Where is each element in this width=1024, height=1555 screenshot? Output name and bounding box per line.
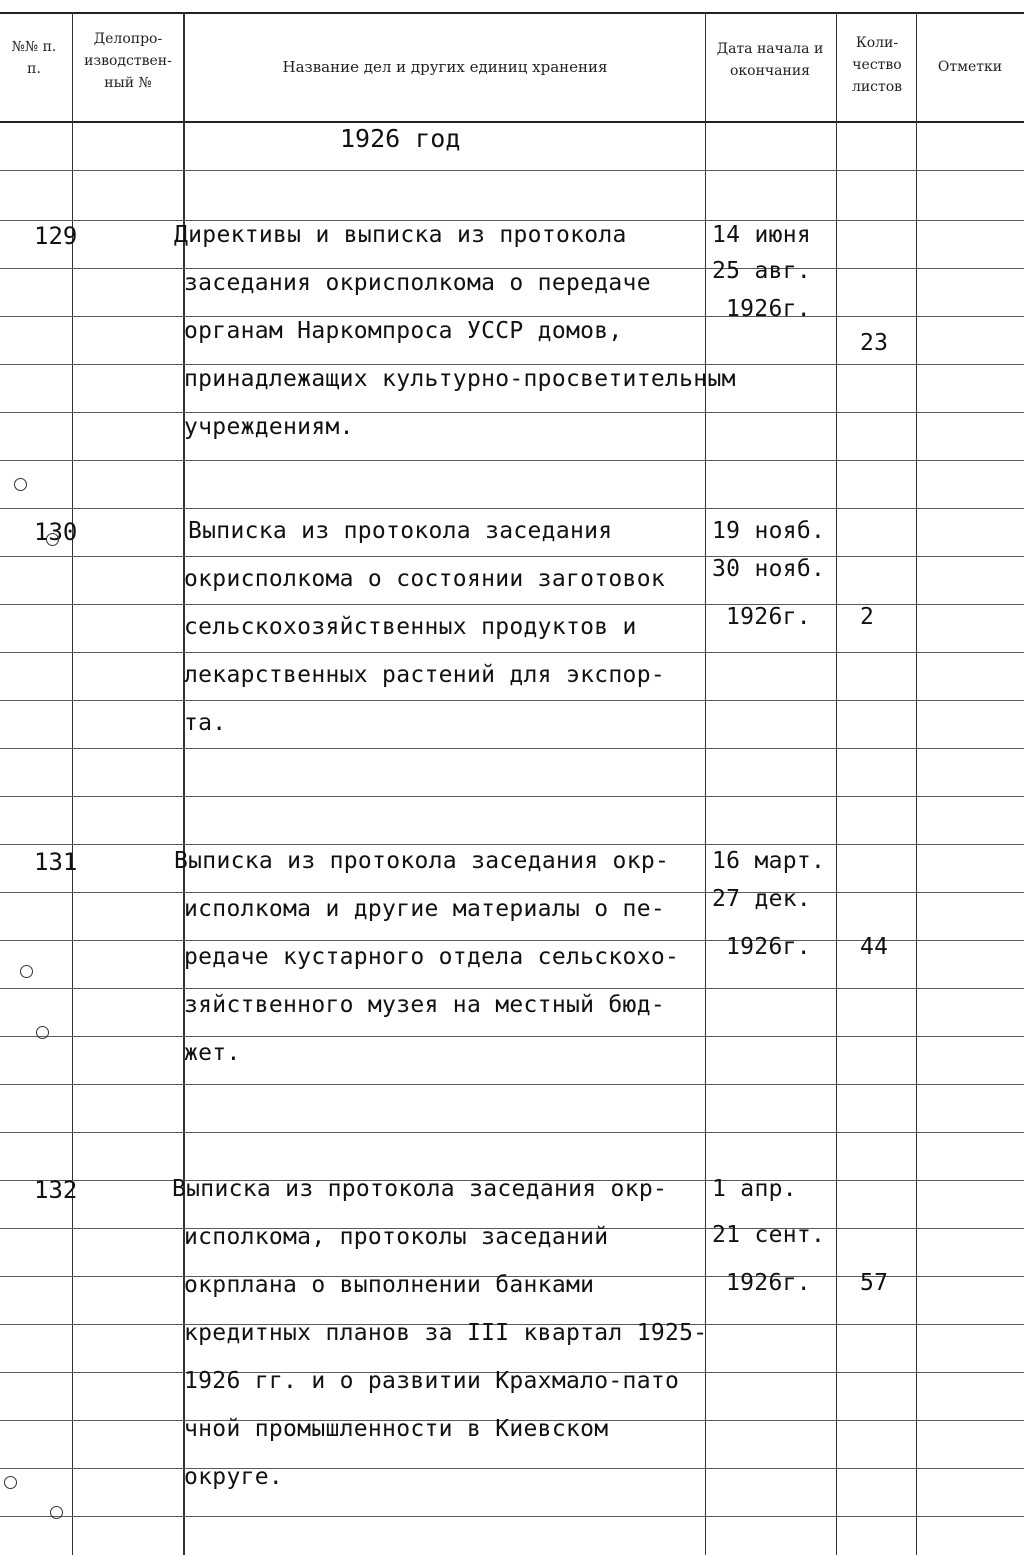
entry-date-line: 19 нояб. (712, 518, 826, 544)
ruled-line (0, 748, 1024, 749)
entry-date-line: 14 июня (712, 222, 812, 248)
header-sheets: Коли-чество листов (851, 35, 903, 95)
header-dates: Дата начала и окончания (716, 41, 824, 79)
entry-date-line: 16 март. (712, 848, 826, 874)
entry-sheet-count: 23 (860, 330, 889, 356)
entry-title-line: зяйственного музея на местный бюд- (184, 992, 666, 1018)
entry-title-line: заседания окрисполкома о передаче (184, 270, 651, 296)
entry-title-line: округе. (184, 1464, 284, 1490)
ruled-line (0, 1132, 1024, 1133)
ruled-line (0, 170, 1024, 171)
ruled-line (0, 1084, 1024, 1085)
entry-title-line: принадлежащих культурно-просветительным (184, 366, 736, 392)
header-bottom-rule (0, 121, 1024, 123)
binding-hole (46, 533, 59, 546)
entry-date-line: 1 апр. (712, 1176, 797, 1202)
ruled-line (0, 892, 1024, 893)
entry-title-line: лекарственных растений для экспор- (184, 662, 666, 688)
ruled-line (0, 508, 1024, 509)
ruled-line (0, 316, 1024, 317)
entry-title-line: окрисполкома о состоянии заготовок (184, 566, 666, 592)
ruled-line (0, 556, 1024, 557)
ruled-line (0, 652, 1024, 653)
ruled-line (0, 796, 1024, 797)
entry-title-line: редаче кустарного отдела сельскохо- (184, 944, 680, 970)
entry-date-line: 21 сент. (712, 1222, 826, 1248)
entry-number: 129 (34, 222, 78, 250)
entry-title-line: Директивы и выписка из протокола (174, 222, 627, 248)
entry-date-line: 27 дек. (712, 886, 812, 912)
binding-hole (4, 1476, 17, 1489)
entry-date-line: 30 нояб. (712, 556, 826, 582)
entry-date-line: 1926г. (726, 296, 811, 322)
ruled-line (0, 844, 1024, 845)
entry-title-line: учреждениям. (184, 414, 354, 440)
entry-sheet-count: 2 (860, 604, 875, 630)
entry-title-line: Выписка из протокола заседания окр- (174, 848, 670, 874)
entry-title-line: исполкома и другие материалы о пе- (184, 896, 666, 922)
ruled-line (0, 1516, 1024, 1517)
entry-title-line: жет. (184, 1040, 241, 1066)
entry-date-line: 1926г. (726, 604, 811, 630)
year-heading: 1926 год (340, 124, 461, 153)
entry-title-line: исполкома, протоколы заседаний (184, 1224, 609, 1250)
entry-title-line: Выписка из протокола заседания (188, 518, 613, 544)
ruled-line (0, 412, 1024, 413)
header-number: №№ п. п. (11, 39, 57, 77)
binding-hole (14, 478, 27, 491)
entry-sheet-count: 44 (860, 934, 889, 960)
ruled-line (0, 268, 1024, 269)
entry-number: 130 (34, 518, 78, 546)
entry-title-line: Выписка из протокола заседания окр- (172, 1176, 668, 1202)
header-notes: Отметки (937, 59, 1003, 75)
entry-title-line: сельскохозяйственных продуктов и (184, 614, 637, 640)
entry-number: 132 (34, 1176, 78, 1204)
ruled-line (0, 1468, 1024, 1469)
ruled-line (0, 988, 1024, 989)
entry-title-line: 1926 гг. и о развитии Крахмало-пато (184, 1368, 680, 1394)
ruled-line (0, 700, 1024, 701)
ruled-line (0, 364, 1024, 365)
entry-date-line: 1926г. (726, 1270, 811, 1296)
header-title: Название дел и других единиц хранения (282, 58, 608, 76)
entry-sheet-count: 57 (860, 1270, 889, 1296)
ruled-line (0, 460, 1024, 461)
entry-title-line: органам Наркомпроса УССР домов, (184, 318, 623, 344)
ruled-line (0, 220, 1024, 221)
header-office-number: Делопро-изводствен-ный № (84, 31, 172, 91)
entry-title-line: окрплана о выполнении банками (184, 1272, 595, 1298)
entry-title-line: та. (184, 710, 227, 736)
entry-date-line: 1926г. (726, 934, 811, 960)
entry-number: 131 (34, 848, 78, 876)
binding-hole (36, 1026, 49, 1039)
entry-title-line: чной промышленности в Киевском (184, 1416, 609, 1442)
ruled-line (0, 1036, 1024, 1037)
binding-hole (20, 965, 33, 978)
entry-date-line: 25 авг. (712, 258, 812, 284)
entry-title-line: кредитных планов за III квартал 1925- (184, 1320, 708, 1346)
top-rule (0, 12, 1024, 14)
binding-hole (50, 1506, 63, 1519)
